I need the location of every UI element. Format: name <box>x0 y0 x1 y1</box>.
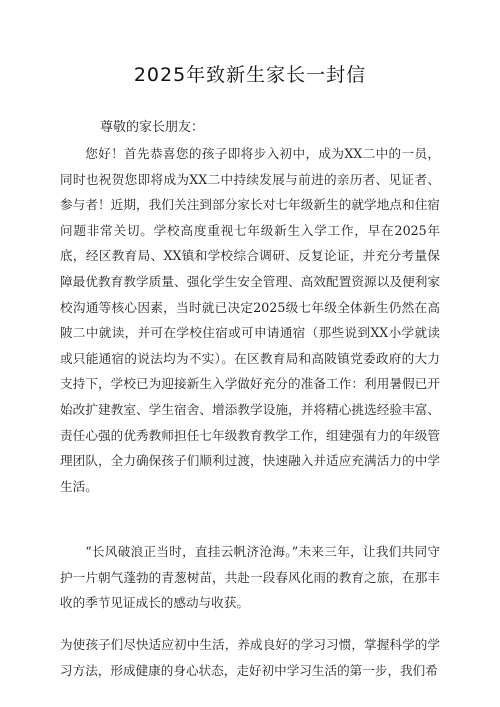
salutation: 尊敬的家长朋友： <box>100 120 205 135</box>
body-paragraph-closing: 为使孩子们尽快适应初中生活，养成良好的学习习惯，掌握科学的学习方法，形成健康的身心状态，走好初中学习生活的第一步，我们希 <box>60 637 440 678</box>
body-paragraph-quote: “长风破浪正当时，直挂云帆济沧海。”未来三年，让我们共同守护一片朝气蓬勃的青葱树苗，共赴一段春风化雨的教育之旅，在那丰收的季节见证成长的感动与收获。 <box>60 544 440 611</box>
body-paragraph-greeting: 您好！首先恭喜您的孩子即将步入初中，成为XX二中的一员，同时也祝贺您即将成为XX二中持续发展与前进的亲历者、见证者、参与者！近期，我们关注到部分家长对七年级新生的就学地点和住宿问题非常关切。学校高度重视七年级新生入学工作，早在2025年底，经区教育局、XX镇和学校综合调研、反复论证，并充分考量保障最优教育教学质量、强化学生安全管理、高效配置资源以及便利家校沟通等核心因素，当时就已决定2025级七年级全体新生仍然在高陂二中就读，并可在学校住宿或可申请通宿（那些说到XX小学就读或只能通宿的说法均为不实）。在区教育局和高陂镇党委政府的大力支持下，学校已为迎接新生入学做好充分的准备工作：利用暑假已开始改扩建教室、学生宿舍、增添教学设施，并将精心挑选经验丰富、责任心强的优秀教师担任七年级教育教学工作，组建强有力的年级管理团队，全力确保孩子们顺利过渡，快速融入并适应充满活力的中学生活。 <box>60 146 440 494</box>
document-title: 2025年致新生家长一封信 <box>133 64 367 86</box>
